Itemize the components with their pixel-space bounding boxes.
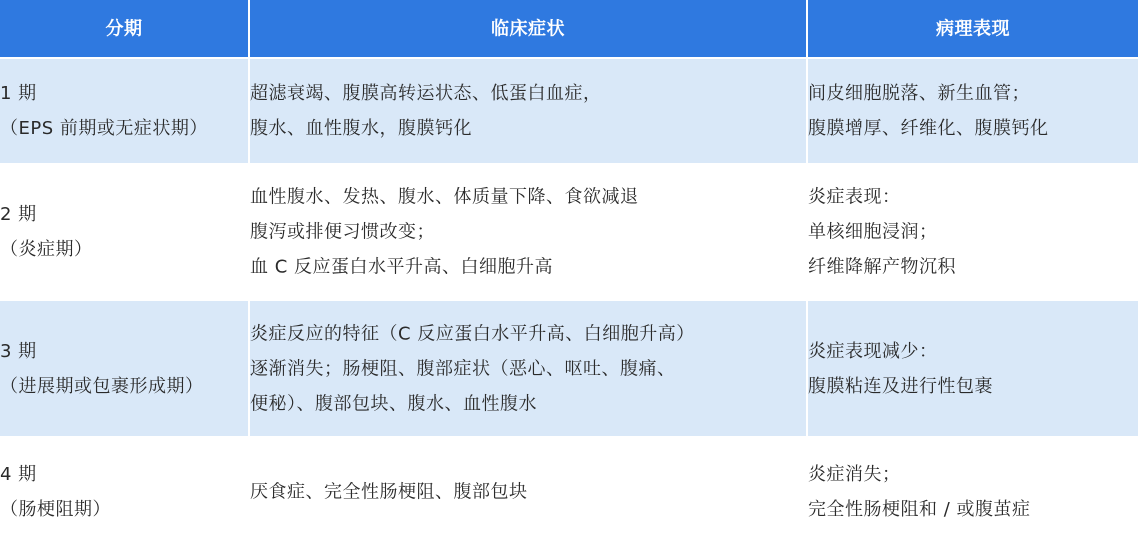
symptoms-line: 腹水、血性腹水，腹膜钙化 (250, 118, 472, 139)
stage-number: 3 期 (0, 340, 37, 362)
symptoms-line: 逐渐消失；肠梗阻、腹部症状（恶心、呕吐、腹痛、 (250, 358, 676, 379)
stage-name: （炎症期） (0, 239, 93, 260)
stage-cell (0, 301, 248, 436)
header-stage-label: 分期 (105, 18, 143, 39)
table-row (0, 438, 1138, 546)
stage-cell (0, 59, 248, 163)
header-symptoms-label: 临床症状 (491, 18, 565, 39)
symptoms-line: 超滤衰竭、腹膜高转运状态、低蛋白血症， (250, 83, 602, 104)
pathology-line: 完全性肠梗阻和 / 或腹茧症 (808, 499, 1031, 520)
symptoms-cell (250, 165, 806, 299)
stage-cell (0, 438, 248, 546)
pathology-line: 炎症表现： (808, 186, 901, 208)
pathology-line: 纤维降解产物沉积 (808, 256, 956, 278)
symptoms-line: 厌食症、完全性肠梗阻、腹部包块 (250, 481, 528, 503)
symptoms-line: 腹泻或排便习惯改变； (250, 221, 435, 243)
table-row (0, 301, 1138, 436)
header-pathology-label: 病理表现 (936, 18, 1010, 39)
symptoms-cell (250, 59, 806, 163)
pathology-line: 单核细胞浸润； (808, 221, 938, 243)
pathology-cell (808, 301, 1138, 436)
table-row (0, 59, 1138, 163)
pathology-line: 间皮细胞脱落、新生血管； (808, 83, 1030, 104)
header-cell-pathology (808, 0, 1138, 57)
symptoms-line: 便秘）、腹部包块、腹水、血性腹水 (250, 393, 537, 414)
symptoms-line: 炎症反应的特征（C 反应蛋白水平升高、白细胞升高） (250, 323, 695, 344)
stage-name: （肠梗阻期） (0, 499, 111, 520)
pathology-cell (808, 59, 1138, 163)
stage-name: （进展期或包裹形成期） (0, 375, 204, 397)
symptoms-cell (250, 438, 806, 546)
header-cell-stage (0, 0, 248, 57)
symptoms-line: 血 C 反应蛋白水平升高、白细胞升高 (250, 256, 554, 278)
pathology-line: 炎症消失； (808, 464, 901, 485)
pathology-line: 腹膜粘连及进行性包裹 (808, 375, 993, 397)
stage-number: 4 期 (0, 464, 37, 485)
header-cell-symptoms (250, 0, 806, 57)
table-row (0, 165, 1138, 299)
pathology-cell (808, 165, 1138, 299)
stage-number: 2 期 (0, 204, 37, 225)
stage-name: （EPS 前期或无症状期） (0, 118, 208, 139)
pathology-cell (808, 438, 1138, 546)
symptoms-line: 血性腹水、发热、腹水、体质量下降、食欲减退 (250, 186, 639, 208)
stage-number: 1 期 (0, 83, 37, 104)
pathology-line: 腹膜增厚、纤维化、腹膜钙化 (808, 118, 1049, 139)
symptoms-cell (250, 301, 806, 436)
table-header-row (0, 0, 1138, 57)
pathology-line: 炎症表现减少： (808, 340, 938, 362)
stage-cell (0, 165, 248, 299)
